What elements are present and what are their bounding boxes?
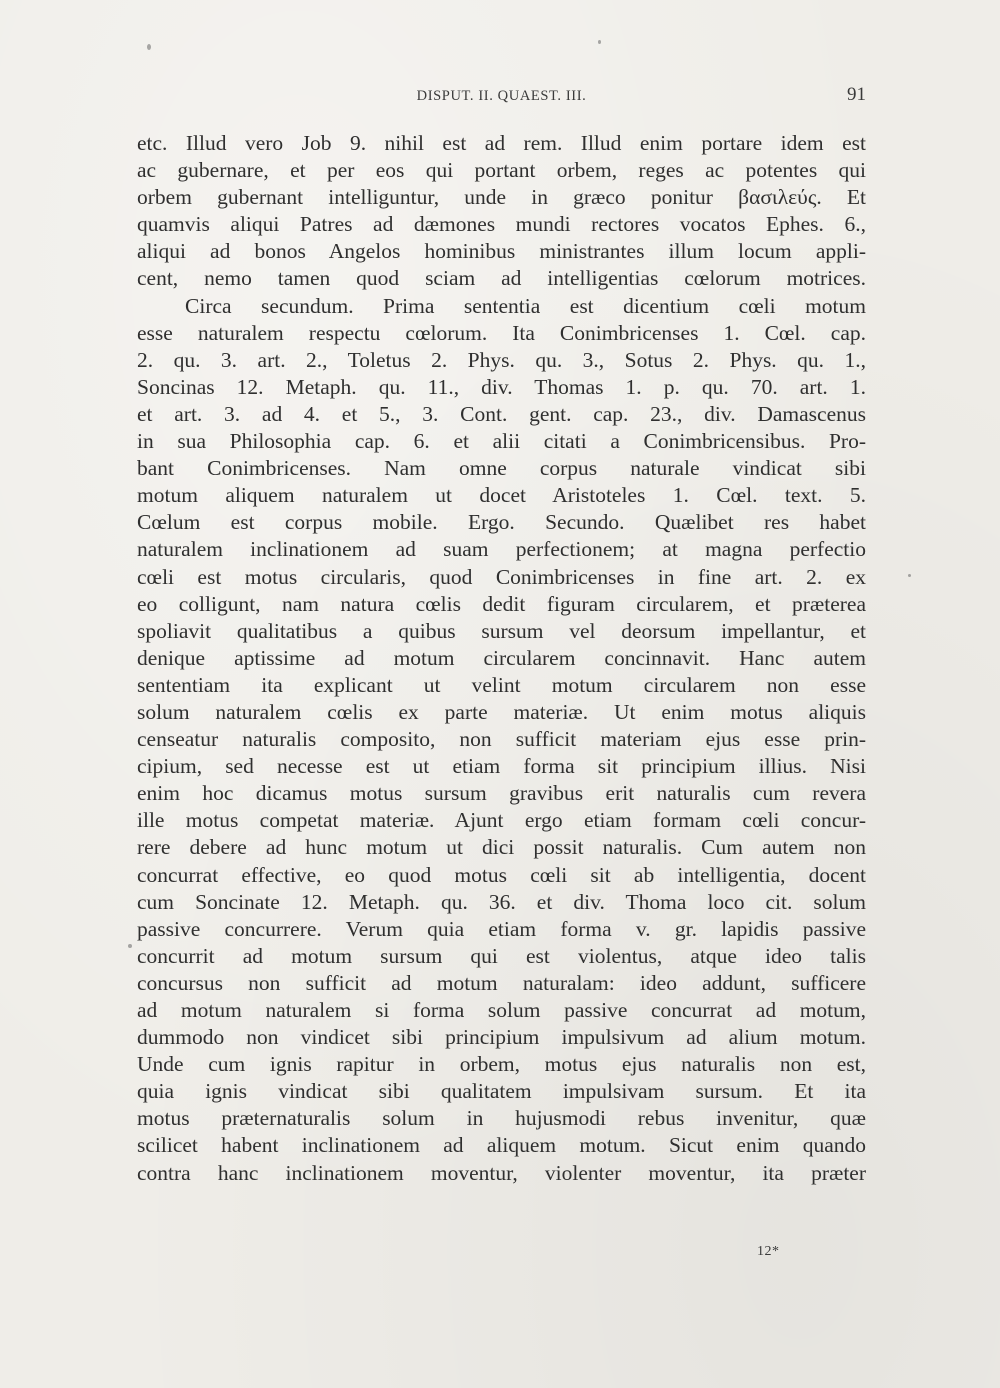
text-line: Circa secundum. Prima sententia est dicentium cœli motum — [185, 293, 866, 318]
text-line: dummodo non vindicet sibi principium impulsivum ad alium motum. — [137, 1025, 866, 1050]
ink-speck — [908, 574, 911, 577]
text-line: cent, nemo tamen quod sciam ad intelligentias cœlorum motrices. — [137, 266, 866, 291]
text-line: et art. 3. ad 4. et 5., 3. Cont. gent. cap. 23., div. Damascenus — [137, 401, 866, 426]
text-line: in sua Philosophia cap. 6. et alii citati a Conimbricensibus. Pro- — [137, 429, 866, 454]
text-line: cum Soncinate 12. Metaph. qu. 36. et div. Thoma loco cit. solum — [137, 889, 866, 914]
ink-speck — [128, 944, 132, 948]
text-line: ac gubernare, et per eos qui portant orbem, reges ac potentes qui — [137, 158, 866, 183]
text-line: concursus non sufficit ad motum naturalam: ideo addunt, sufficere — [137, 970, 866, 995]
text-line: cipium, sed necesse est ut etiam forma sit principium illius. Nisi — [137, 754, 866, 779]
text-line: etc. Illud vero Job 9. nihil est ad rem. Illud enim portare idem est — [137, 131, 866, 155]
text-line: motum aliquem naturalem ut docet Aristoteles 1. Cœl. text. 5. — [137, 483, 866, 508]
text-line: scilicet habent inclinationem ad aliquem motum. Sicut enim quando — [137, 1133, 866, 1158]
text-line: ille motus competat materiæ. Ajunt ergo etiam formam cœli concur- — [137, 808, 866, 833]
text-line: Cœlum est corpus mobile. Ergo. Secundo. Quælibet res habet — [137, 510, 866, 535]
text-line: rere debere ad hunc motum ut dici possit naturalis. Cum autem non — [137, 835, 866, 860]
text-line: contra hanc inclinationem moventur, violenter moventur, ita præter — [137, 1160, 866, 1185]
text-line: denique aptissime ad motum circularem concinnavit. Hanc autem — [137, 645, 866, 670]
text-line: spoliavit qualitatibus a quibus sursum vel deorsum impellantur, et — [137, 618, 866, 643]
body-text — [137, 130, 866, 1187]
text-line: 2. qu. 3. art. 2., Toletus 2. Phys. qu. 3., Sotus 2. Phys. qu. 1., — [137, 347, 866, 372]
text-line: bant Conimbricenses. Nam omne corpus naturale vindicat sibi — [137, 456, 866, 481]
text-line: ad motum naturalem si forma solum passive concurrat ad motum, — [137, 998, 866, 1022]
text-line: eo colligunt, nam natura cœlis dedit figuram circularem, et præterea — [137, 591, 866, 616]
text-line: sententiam ita explicant ut velint motum circularem non esse — [137, 672, 866, 697]
text-line: naturalem inclinationem ad suam perfectionem; at magna perfectio — [137, 537, 866, 562]
text-line: Soncinas 12. Metaph. qu. 11., div. Thomas 1. p. qu. 70. art. 1. — [137, 374, 866, 399]
text-line: motus præternaturalis solum in hujusmodi rebus invenitur, quæ — [137, 1106, 866, 1131]
text-line: quia ignis vindicat sibi qualitatem impulsivam sursum. Et ita — [137, 1079, 866, 1104]
page-number: 91 — [847, 84, 866, 105]
text-line: quamvis aliqui Patres ad dæmones mundi rectores vocatos Ephes. 6., — [137, 212, 866, 237]
text-line: cœli est motus circularis, quod Conimbricenses in fine art. 2. ex — [137, 564, 866, 589]
text-line: aliqui ad bonos Angelos hominibus ministrantes illum locum appli- — [137, 239, 866, 264]
running-head — [137, 82, 866, 112]
text-line: enim hoc dicamus motus sursum gravibus erit naturalis cum revera — [137, 781, 866, 806]
signature-mark: 12* — [757, 1244, 780, 1259]
text-line: censeatur naturalis composito, non sufficit materiam ejus esse prin- — [137, 727, 866, 752]
text-line: Unde cum ignis rapitur in orbem, motus ejus naturalis non est, — [137, 1052, 866, 1077]
running-title: DISPUT. II. QUAEST. III. — [416, 88, 587, 104]
text-line: solum naturalem cœlis ex parte materiæ. Ut enim motus aliquis — [137, 699, 866, 724]
text-line: esse naturalem respectu cœlorum. Ita Conimbricenses 1. Cœl. cap. — [137, 320, 866, 345]
text-line: concurrat effective, eo quod motus cœli sit ab intelligentia, docent — [137, 862, 866, 887]
ink-speck — [598, 40, 601, 44]
text-line: orbem gubernant intelliguntur, unde in græco ponitur βασιλεύς. Et — [137, 185, 866, 210]
ink-speck — [147, 44, 151, 50]
text-line: passive concurrere. Verum quia etiam forma v. gr. lapidis passive — [137, 916, 866, 941]
text-line: concurrit ad motum sursum qui est violentus, atque ideo talis — [137, 943, 866, 968]
